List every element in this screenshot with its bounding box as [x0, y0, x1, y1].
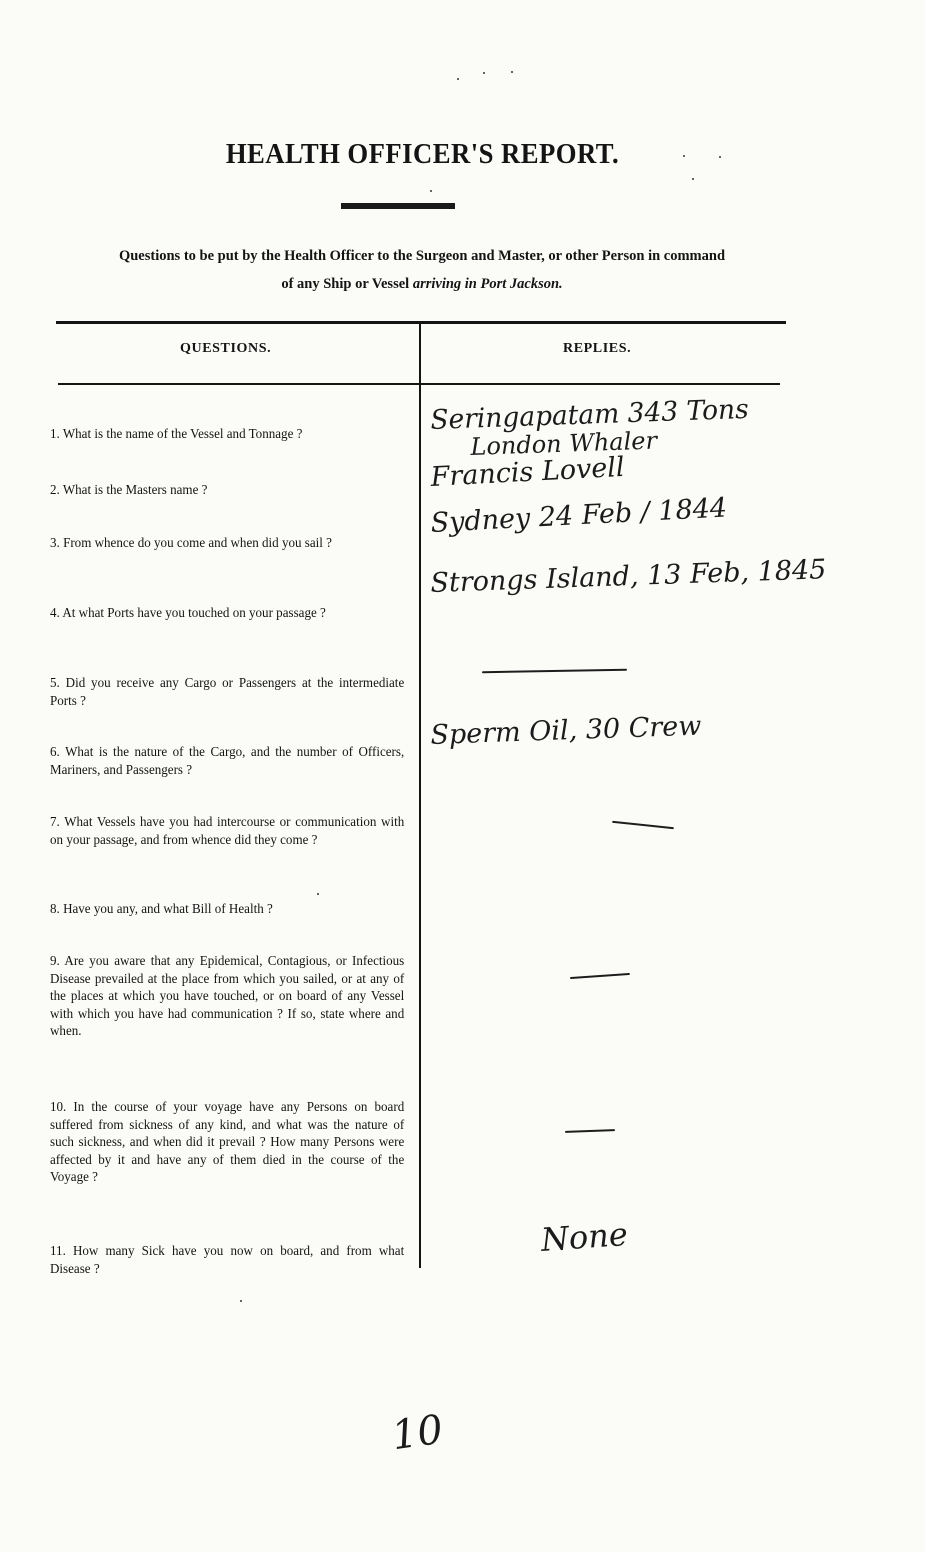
question-10	[50, 1098, 404, 1186]
question-text: What is the nature of the Cargo, and the number of Officers, Mariners, and Passengers ?	[50, 744, 405, 777]
subtitle-line-2	[40, 270, 804, 298]
scan-speck	[483, 72, 485, 74]
question-7	[50, 813, 404, 848]
question-text: What is the Masters name ?	[62, 482, 208, 497]
question-text: Did you receive any Cargo or Passengers at the intermediate Ports ?	[50, 675, 405, 708]
scan-speck	[430, 190, 432, 192]
title-underline	[341, 203, 455, 209]
question-text: What Vessels have you had intercourse or communication with on your passage, and from whence did they come ?	[50, 814, 405, 847]
question-3	[50, 534, 404, 552]
question-text: At what Ports have you touched on your passage ?	[62, 605, 326, 620]
question-1	[50, 425, 404, 443]
question-text: From whence do you come and when did you sail ?	[63, 535, 332, 550]
report-title: HEALTH OFFICER'S REPORT.	[225, 138, 620, 170]
question-number: 6.	[50, 744, 60, 759]
question-number: 5.	[50, 675, 60, 690]
reply-2-master: Francis Lovell	[429, 451, 626, 493]
question-4	[50, 604, 404, 622]
page-number: 10	[389, 1406, 446, 1460]
question-9	[50, 952, 404, 1040]
scan-speck	[240, 1300, 242, 1302]
question-number: 3.	[50, 535, 60, 550]
question-text: In the course of your voyage have any Persons on board suffered from sickness of any kind, and what was the nature of such sickness, and when did it prevail ? How many Persons were affected by it and have any of them died in the course of the Voyage ?	[50, 1099, 405, 1185]
subtitle-line-2-b: arriving in Port Jackson.	[412, 276, 563, 292]
question-11	[50, 1242, 404, 1277]
question-number: 7.	[50, 814, 60, 829]
question-5	[50, 674, 404, 709]
scan-speck	[719, 156, 721, 158]
reply-3-origin: Sydney 24 Feb / 1844	[429, 492, 728, 539]
scan-speck	[692, 178, 694, 180]
subtitle-line-1: Questions to be put by the Health Officer to the Surgeon and Master, or other Person in command	[118, 248, 726, 264]
question-number: 2.	[50, 482, 60, 497]
reply-5-dash	[482, 669, 627, 674]
question-number: 10.	[50, 1099, 67, 1114]
scan-speck	[683, 155, 685, 157]
question-8	[50, 900, 404, 918]
column-divider	[419, 324, 421, 1268]
reply-11-sick: None	[539, 1214, 629, 1259]
question-2	[50, 481, 404, 499]
replies-column-header: REPLIES.	[563, 341, 632, 356]
table-top-rule	[56, 321, 786, 324]
question-number: 1.	[50, 426, 60, 441]
reply-4-ports: Strongs Island, 13 Feb, 1845	[429, 554, 827, 599]
subtitle-line-2-a: of any Ship or Vessel	[281, 276, 413, 292]
reply-6-cargo: Sperm Oil, 30 Crew	[429, 710, 702, 751]
question-text: Have you any, and what Bill of Health ?	[63, 901, 273, 916]
reply-1-vessel: Seringapatam 343 Tons	[429, 393, 750, 436]
question-text: What is the name of the Vessel and Tonnage ?	[62, 426, 303, 441]
scan-speck	[457, 78, 459, 80]
question-text: How many Sick have you now on board, and from what Disease ?	[50, 1243, 405, 1276]
report-subtitle	[40, 242, 804, 298]
question-6	[50, 743, 404, 778]
reply-7-dash	[612, 821, 674, 829]
reply-1-description: London Whaler	[470, 426, 658, 461]
questions-column-header: QUESTIONS.	[180, 341, 272, 356]
question-number: 4.	[50, 605, 60, 620]
question-number: 11.	[50, 1243, 66, 1258]
reply-9-dash	[570, 973, 630, 979]
question-text: Are you aware that any Epidemical, Contagious, or Infectious Disease prevailed at the place from which you sailed, or at any of the places at which you have touched, or on board of any Vessel with which you have had communication ? If so, state where and when.	[50, 953, 405, 1039]
scan-speck	[317, 893, 319, 895]
reply-10-dash	[565, 1129, 615, 1133]
question-number: 9.	[50, 953, 60, 968]
question-number: 8.	[50, 901, 60, 916]
scan-speck	[511, 71, 513, 73]
